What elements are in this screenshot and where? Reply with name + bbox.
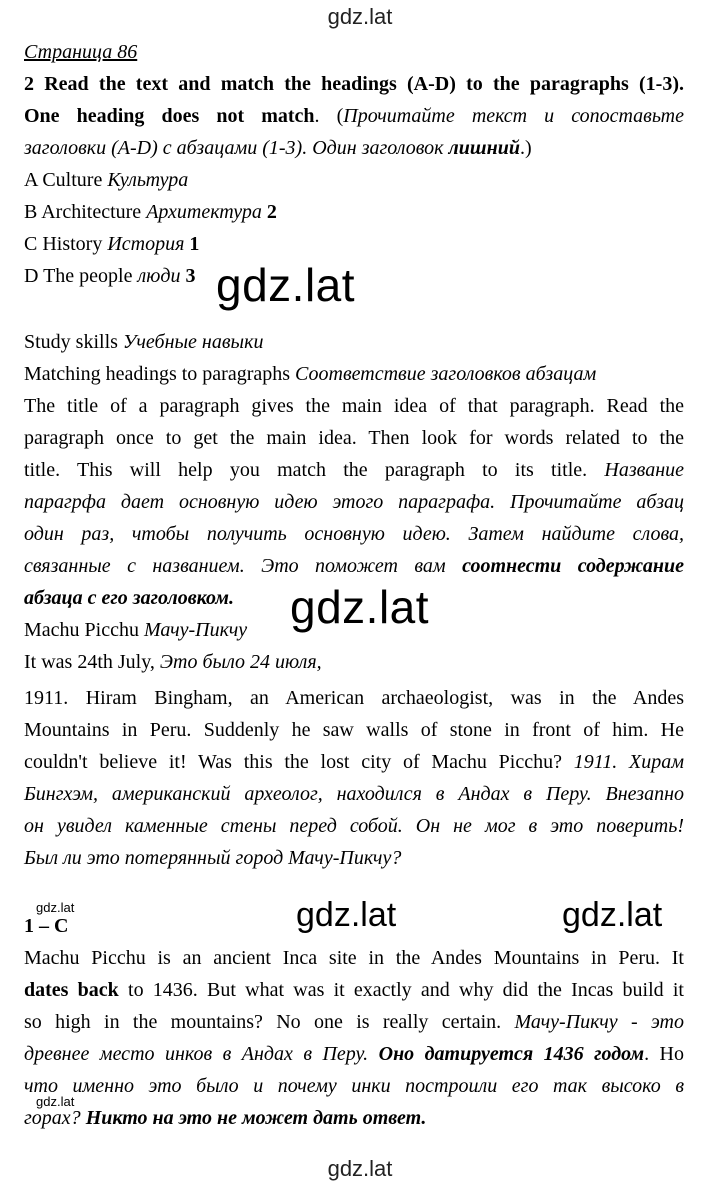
task-end: .)	[519, 137, 532, 159]
text-title-ru: Мачу-Пикчу	[143, 619, 248, 641]
task-ru-2: заголовки (A-D) с абзацами (1-3). Один заголовок	[24, 137, 449, 159]
study-sub-en: Matching headings to paragraphs	[24, 363, 296, 385]
watermark-bottom: gdz.lat	[327, 1156, 393, 1181]
answer-line-6-it: горах?	[24, 1107, 86, 1129]
heading-number: 1	[184, 233, 200, 255]
watermark-small-1: gdz.lat	[36, 900, 75, 915]
study-line-6-it: связанные с названием. Это поможет вам	[24, 555, 463, 577]
heading-ru: люди	[137, 265, 181, 287]
answer-line-3	[24, 1006, 684, 1038]
text-title	[24, 614, 684, 646]
task-ru-1: Прочитайте текст и сопоставьте	[343, 105, 684, 127]
heading-ru: Культура	[107, 169, 189, 191]
answer-line-5: что именно это было и почему инки построили его так высоко в	[24, 1075, 684, 1097]
page-label: Страница 86	[24, 41, 138, 63]
text-date-en: It was 24th July,	[24, 651, 160, 673]
heading-c	[24, 228, 684, 260]
heading-number: 2	[261, 201, 277, 223]
text-date	[24, 646, 684, 678]
study-skills-subtitle	[24, 358, 684, 390]
study-line-3-ru: Название	[604, 459, 684, 481]
task-line-2	[24, 100, 684, 132]
study-skills-title	[24, 326, 684, 358]
answer-line-2	[24, 974, 684, 1006]
heading-en: C History	[24, 233, 108, 255]
study-line-4: парагрфа дает основную идею этого параграфа. Прочитайте абзац	[24, 491, 684, 513]
answer-line-4-it: древнее место инков в Андах в Перу.	[24, 1043, 379, 1065]
study-line-6	[24, 550, 684, 582]
watermark-medium-1: gdz.lat	[296, 896, 397, 934]
answer-line-3-en: so high in the mountains? No one is really certain.	[24, 1011, 515, 1033]
text-line-6: Был ли это потерянный город Мачу-Пикчу?	[24, 847, 402, 869]
answer-line-4-bold: Оно датируется 1436 годом	[378, 1043, 645, 1065]
task-line-3	[24, 132, 684, 164]
text-line-5: он увидел каменные стены перед собой. Он не мог в это поверить!	[24, 815, 684, 837]
task-line-1: 2 Read the text and match the headings (A-D) to the paragraphs (1-3).	[24, 73, 684, 95]
answer-line-2-rest: to 1436. But what was it exactly and why did the Incas build it	[118, 979, 684, 1001]
text-line-3	[24, 746, 684, 778]
text-line-4: Бингхэм, американский археолог, находился в Андах в Перу. Внезапно	[24, 783, 684, 805]
study-title-en: Study skills	[24, 331, 123, 353]
study-line-2: paragraph once to get the main idea. Then look for words related to the	[24, 427, 684, 449]
study-sub-ru: Соответствие заголовков абзацам	[295, 363, 597, 385]
text-date-ru: Это было 24 июля,	[159, 651, 322, 673]
heading-ru: История	[107, 233, 185, 255]
watermark-small-2: gdz.lat	[36, 1094, 75, 1109]
watermark-medium-2: gdz.lat	[562, 896, 663, 934]
answer-line-4	[24, 1038, 684, 1070]
task-ru-bold: лишний	[448, 137, 520, 159]
study-line-3-en: title. This will help you match the paragraph to its title.	[24, 459, 605, 481]
watermark-top: gdz.lat	[327, 4, 393, 29]
heading-ru: Архитектура	[146, 201, 262, 223]
heading-en: A Culture	[24, 169, 108, 191]
study-line-1: The title of a paragraph gives the main idea of that paragraph. Read the	[24, 395, 684, 417]
text-line-1: 1911. Hiram Bingham, an American archaeologist, was in the Andes	[24, 687, 684, 709]
heading-a	[24, 164, 684, 196]
task-punct: . (	[314, 105, 344, 127]
heading-en: D The people	[24, 265, 138, 287]
answer-line-3-ru: Мачу-Пикчу - это	[514, 1011, 684, 1033]
answer-bold-phrase: dates back	[24, 979, 119, 1001]
study-line-5: один раз, чтобы получить основную идею. Затем найдите слова,	[24, 523, 684, 545]
answer-line-6-bold: Никто на это не может дать ответ.	[85, 1107, 427, 1129]
answer-line-4-end: . Но	[644, 1043, 684, 1065]
text-line-3-en: couldn't believe it! Was this the lost city of Machu Picchu?	[24, 751, 574, 773]
answer-label: 1 – C	[24, 915, 69, 937]
answer-line-6	[24, 1102, 684, 1134]
task-bold: One heading does not match	[24, 105, 315, 127]
heading-b	[24, 196, 684, 228]
text-line-3-ru: 1911. Хирам	[573, 751, 684, 773]
study-title-ru: Учебные навыки	[122, 331, 264, 353]
heading-d	[24, 260, 684, 292]
study-line-6-bold: соотнести содержание	[462, 555, 684, 577]
text-title-en: Machu Picchu	[24, 619, 144, 641]
heading-en: B Architecture	[24, 201, 147, 223]
text-line-2: Mountains in Peru. Suddenly he saw walls of stone in front of him. He	[24, 719, 684, 741]
answer-line-1: Machu Picchu is an ancient Inca site in the Andes Mountains in Peru. It	[24, 947, 684, 969]
watermark-large-1: gdz.lat	[216, 259, 356, 311]
watermark-large-2: gdz.lat	[290, 581, 430, 633]
study-line-3	[24, 454, 684, 486]
study-line-7: абзаца с его заголовком.	[24, 587, 234, 609]
heading-number: 3	[180, 265, 196, 287]
